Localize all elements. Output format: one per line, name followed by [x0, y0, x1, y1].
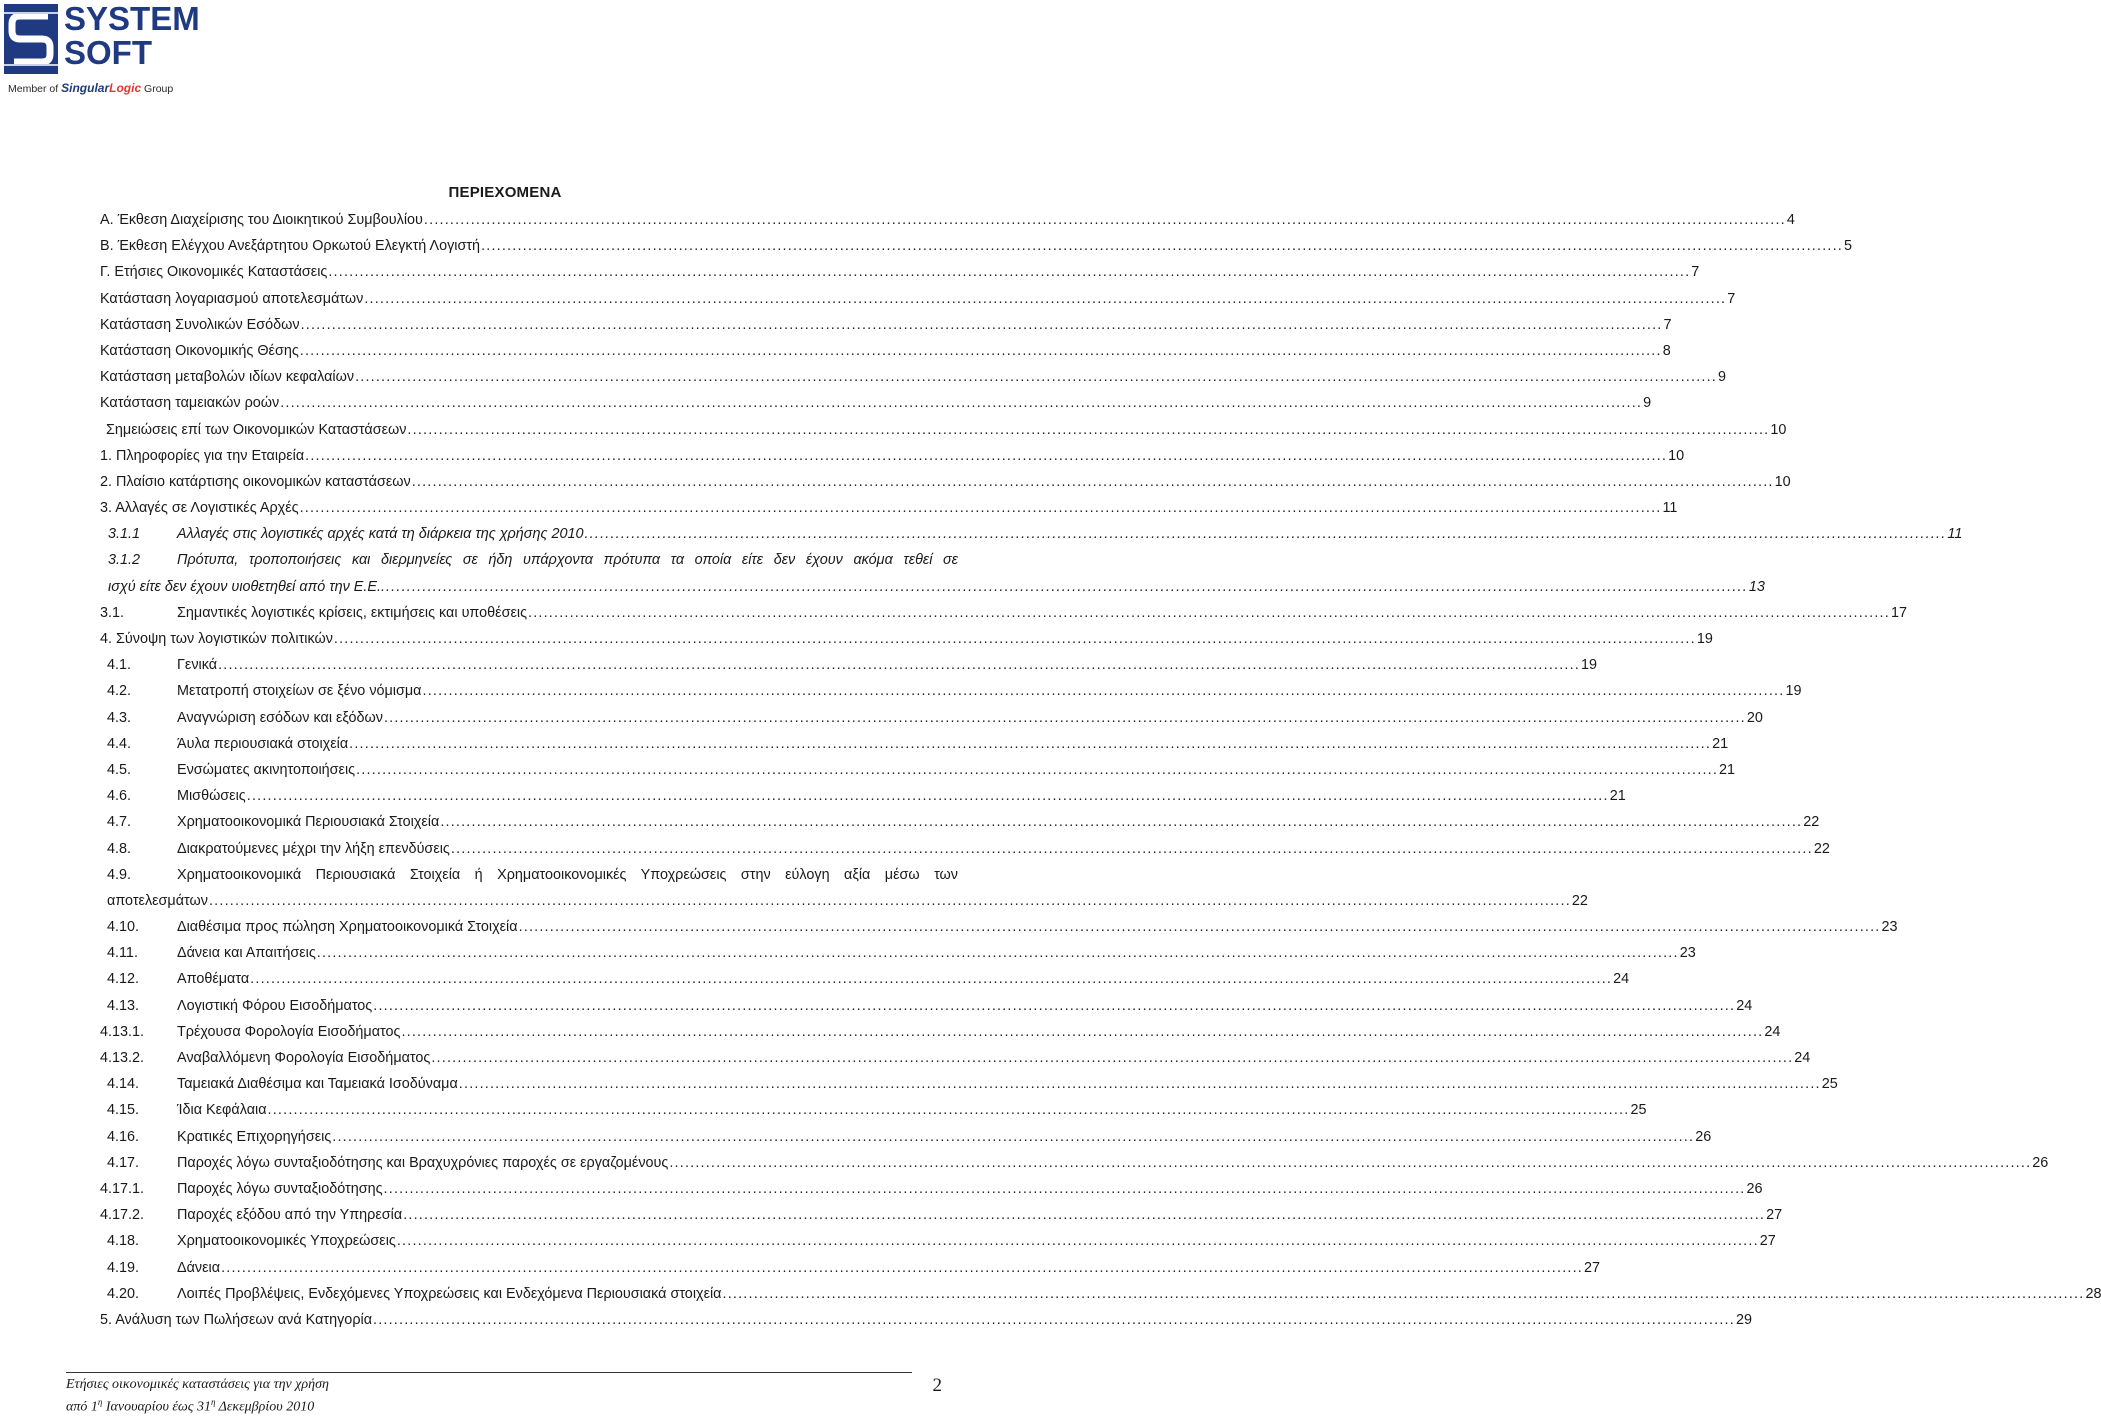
- toc-entry-page: 7: [1691, 264, 1700, 281]
- toc-entry-text: Διαθέσιμα προς πώληση Χρηματοοικονομικά Στοιχεία: [177, 919, 518, 936]
- toc-entry-page: 22: [1571, 892, 1588, 909]
- toc-entry[interactable]: [100, 788, 1626, 814]
- toc-dot-leader: [407, 422, 1769, 438]
- toc-dot-leader: [397, 1233, 1759, 1249]
- toc-entry-page: 27: [1759, 1233, 1776, 1250]
- logo-group: Group: [144, 83, 174, 95]
- toc-entry-page: 5: [1844, 238, 1853, 255]
- toc-entry-page: 8: [1662, 342, 1671, 359]
- toc-entry-page: 26: [2032, 1154, 2049, 1171]
- footer-line-2-part-b: Ιανουαρίου έως 31: [102, 1399, 211, 1415]
- toc-dot-leader: [301, 317, 1663, 333]
- footer-line-2-part-a: από 1: [66, 1399, 98, 1415]
- toc-entry-number: 4.16.: [107, 1128, 140, 1145]
- toc-entry[interactable]: [100, 997, 1753, 1024]
- toc-entry-text-continued: αποτελεσμάτων: [107, 892, 208, 909]
- toc-entry-text: Κρατικές Επιχορηγήσεις: [177, 1128, 332, 1145]
- toc-entry[interactable]: [100, 552, 1765, 604]
- toc-entry[interactable]: [100, 945, 1696, 971]
- toc-dot-leader: [317, 945, 1679, 961]
- toc-dot-leader: [584, 526, 1946, 542]
- toc-entry-page: 23: [1679, 945, 1696, 962]
- logo-text-soft: SOFT: [64, 34, 152, 71]
- toc-dot-leader: [364, 291, 1726, 307]
- toc-entry-number: 4.13.: [107, 997, 140, 1014]
- toc-entry-page: 9: [1718, 369, 1727, 386]
- toc-entry-number: 3.1.: [100, 604, 125, 621]
- toc-dot-leader: [459, 1076, 1821, 1092]
- toc-entry-page: 27: [1766, 1207, 1783, 1224]
- toc-entry[interactable]: [100, 657, 1598, 683]
- toc-entry[interactable]: [100, 473, 1791, 500]
- toc-entry-number: 4.13.1.: [100, 1023, 145, 1040]
- toc-entry-page: 24: [1764, 1023, 1781, 1040]
- toc-entry-text: Κατάσταση ταμειακών ροών: [100, 395, 280, 412]
- toc-entry-text: Αναβαλλόμενη Φορολογία Εισοδήματος: [177, 1050, 431, 1066]
- toc-dot-leader: [209, 893, 1571, 909]
- toc-entry[interactable]: [100, 421, 1787, 448]
- toc-entry-number: 3.1.2: [108, 552, 141, 569]
- toc-dot-leader: [723, 1286, 2085, 1302]
- toc-entry[interactable]: [100, 866, 1588, 919]
- toc-entry-page: 24: [1613, 971, 1630, 988]
- toc-entry-text: Αλλαγές στις λογιστικές αρχές κατά τη διάρκεια της χρήσης 2010: [177, 526, 584, 543]
- toc-entry-text: Παροχές εξόδου από την Υπηρεσία: [177, 1207, 403, 1224]
- toc-entry-text: Χρηματοοικονομικές Υποχρεώσεις: [177, 1233, 396, 1250]
- toc-dot-leader: [424, 212, 1786, 228]
- toc-entry-text: Λοιπές Προβλέψεις, Ενδεχόμενες Υποχρεώσεις και Ενδεχόμενα Περιουσιακά στοιχεία: [177, 1285, 722, 1302]
- toc-entry-text: Γ. Ετήσιες Οικονομικές Καταστάσεις: [100, 264, 328, 281]
- toc-entry[interactable]: [100, 1102, 1647, 1128]
- toc-entry-page: 24: [1794, 1050, 1811, 1066]
- logo-member-prefix: Member of: [8, 83, 59, 95]
- toc-entry-text: Άυλα περιουσιακά στοιχεία: [177, 735, 349, 752]
- toc-entry-page: 21: [1719, 761, 1736, 778]
- toc-entry-page: 17: [1890, 604, 1907, 621]
- toc-entry[interactable]: [100, 316, 1672, 343]
- toc-entry-text-continued: ισχύ είτε δεν έχουν υιοθετηθεί από την Ε.Ε..: [108, 578, 385, 595]
- toc-entry[interactable]: [100, 212, 1795, 238]
- toc-entry-page: 10: [1668, 447, 1685, 464]
- toc-entry-page: 21: [1609, 788, 1626, 805]
- toc-entry-number: 4.12.: [107, 971, 140, 988]
- toc-entry-page: 7: [1663, 316, 1672, 333]
- toc-entry-text: Χρηματοοικονομικά Περιουσιακά Στοιχεία ή Χρηματοοικονομικές Υποχρεώσεις στην εύλογη αξία μέσω των: [177, 866, 958, 883]
- toc-entry[interactable]: [100, 1180, 1763, 1207]
- logo-logic: Logic: [109, 81, 142, 95]
- toc-dot-leader: [250, 971, 1612, 987]
- toc-entry[interactable]: [100, 500, 1678, 526]
- toc-entry-page: 11: [1662, 500, 1678, 517]
- toc-dot-leader: [412, 474, 1774, 490]
- toc-entry[interactable]: [100, 1128, 1712, 1155]
- toc-entry[interactable]: [100, 395, 1652, 421]
- footer-line-1: Ετήσιες οικονομικές καταστάσεις για την χρήση: [66, 1377, 329, 1392]
- toc-entry-page: 13: [1748, 578, 1765, 595]
- toc-entry[interactable]: [100, 1311, 1752, 1338]
- toc-entry-page: 28: [2085, 1285, 2101, 1302]
- toc-entry-number: 4.14.: [107, 1076, 140, 1093]
- toc-entry[interactable]: [100, 1285, 2101, 1312]
- toc-entry-page: 23: [1881, 919, 1898, 936]
- toc-dot-leader: [280, 395, 1642, 411]
- toc-entry-number: 4.20.: [107, 1285, 140, 1302]
- toc-entry-page: 22: [1803, 814, 1820, 831]
- toc-dot-leader: [247, 788, 1609, 804]
- toc-entry-text: Ενσώματες ακινητοποιήσεις: [177, 761, 356, 778]
- logo-member-of-line: [8, 81, 173, 95]
- toc-entry-page: 24: [1736, 997, 1753, 1014]
- footer-sup-2: η: [210, 1397, 216, 1407]
- toc-entry-page: 29: [1735, 1311, 1752, 1328]
- toc-dot-leader: [349, 736, 1711, 752]
- toc-entry[interactable]: [100, 290, 1736, 317]
- toc-entry-text: Διακρατούμενες μέχρι την λήξη επενδύσεις: [177, 840, 450, 857]
- toc-entry-text: 4. Σύνοψη των λογιστικών πολιτικών: [100, 631, 333, 647]
- toc-dot-leader: [440, 814, 1802, 830]
- toc-dot-leader: [669, 1155, 2031, 1171]
- toc-entry-number: 4.19.: [107, 1259, 140, 1276]
- footer-line-2: [66, 1397, 314, 1416]
- toc-dot-leader: [528, 605, 1890, 621]
- toc-entry[interactable]: [100, 1076, 1838, 1102]
- toc-entry-page: 9: [1643, 395, 1652, 412]
- toc-dot-leader: [268, 1102, 1630, 1118]
- toc-entry[interactable]: [100, 447, 1685, 474]
- toc-entry-page: 10: [1774, 473, 1791, 490]
- toc-entry-page: 19: [1785, 683, 1802, 700]
- toc-entry-text: 2. Πλαίσιο κατάρτισης οικονομικών καταστάσεων: [100, 473, 411, 490]
- toc-entry-page: 19: [1696, 631, 1713, 647]
- toc-dot-leader: [431, 1050, 1793, 1066]
- toc-entry-text: Ίδια Κεφάλαια: [177, 1102, 267, 1119]
- toc-entry[interactable]: [100, 238, 1853, 264]
- toc-entry[interactable]: [100, 761, 1736, 788]
- toc-entry-text: Πρότυπα, τροποποιήσεις και διερμηνείες σε ήδη υπάρχοντα πρότυπα τα οποία είτε δεν έχουν ακόμα τεθεί σε: [177, 552, 958, 569]
- toc-entry-page: 27: [1584, 1259, 1601, 1276]
- toc-entry-page: 10: [1770, 421, 1787, 438]
- table-of-contents: [100, 212, 2101, 1338]
- toc-entry-number: 4.3.: [107, 709, 132, 726]
- toc-entry[interactable]: [100, 919, 1898, 945]
- toc-entry-number: 4.1.: [107, 657, 132, 674]
- toc-dot-leader: [384, 710, 1746, 726]
- toc-entry-number: 4.18.: [107, 1233, 140, 1250]
- toc-entry[interactable]: [100, 1259, 1601, 1286]
- toc-dot-leader: [401, 1024, 1763, 1040]
- page-number: 2: [932, 1375, 942, 1396]
- toc-entry-text: Σημειώσεις επί των Οικονομικών Καταστάσεων: [106, 421, 407, 438]
- toc-entry-page: 25: [1630, 1102, 1647, 1119]
- toc-entry-text: Αναγνώριση εσόδων και εξόδων: [177, 709, 383, 726]
- toc-entry-number: 4.9.: [107, 866, 132, 883]
- toc-entry-number: 4.10.: [107, 919, 140, 936]
- toc-entry-text: 1. Πληροφορίες για την Εταιρεία: [100, 447, 305, 464]
- toc-entry-page: 4: [1786, 212, 1795, 228]
- toc-entry-text: Λογιστική Φόρου Εισοδήματος: [177, 997, 373, 1014]
- toc-entry-page: 22: [1813, 840, 1830, 857]
- toc-entry-text: Κατάσταση Συνολικών Εσόδων: [100, 316, 300, 333]
- toc-entry-page: 11: [1947, 526, 1963, 543]
- toc-entry-text: Γενικά: [177, 657, 218, 674]
- toc-entry-number: 4.5.: [107, 761, 132, 778]
- toc-dot-leader: [481, 238, 1843, 254]
- toc-entry-number: 3.1.1: [108, 526, 141, 543]
- toc-entry-text: Παροχές λόγω συνταξιοδότησης και Βραχυχρόνιες παροχές σε εργαζομένους: [177, 1154, 669, 1171]
- toc-entry-text: Α. Έκθεση Διαχείρισης του Διοικητικού Συμβουλίου: [100, 212, 423, 228]
- toc-entry[interactable]: [100, 1154, 2049, 1181]
- toc-entry-page: 7: [1727, 290, 1736, 307]
- toc-entry-text: Κατάσταση λογαριασμού αποτελεσμάτων: [100, 290, 364, 307]
- company-logo: [2, 0, 212, 100]
- logo-singular: Singular: [61, 81, 110, 95]
- toc-dot-leader: [300, 500, 1662, 516]
- toc-entry-number: 4.7.: [107, 814, 132, 831]
- toc-dot-leader: [519, 919, 1881, 935]
- toc-entry-page: 20: [1746, 709, 1763, 726]
- toc-dot-leader: [384, 1181, 1746, 1197]
- toc-dot-leader: [403, 1207, 1765, 1223]
- toc-entry[interactable]: [100, 1023, 1781, 1050]
- toc-entry-text: Δάνεια: [177, 1259, 221, 1276]
- toc-entry-text: Τρέχουσα Φορολογία Εισοδήματος: [177, 1023, 401, 1040]
- toc-dot-leader: [328, 264, 1690, 280]
- logo-text-system: SYSTEM: [64, 0, 200, 37]
- toc-dot-leader: [334, 631, 1696, 647]
- footer-line-2-part-c: Δεκεμβρίου 2010: [215, 1399, 315, 1415]
- toc-entry[interactable]: [100, 369, 1727, 395]
- footer-sup-1: η: [97, 1397, 103, 1407]
- toc-entry[interactable]: [100, 1050, 1811, 1076]
- toc-entry[interactable]: [100, 683, 1802, 709]
- toc-dot-leader: [355, 369, 1717, 385]
- toc-dot-leader: [373, 998, 1735, 1014]
- toc-entry-text: Μετατροπή στοιχείων σε ξένο νόμισμα: [177, 683, 422, 700]
- toc-dot-leader: [305, 448, 1667, 464]
- toc-entry-text: Κατάσταση μεταβολών ιδίων κεφαλαίων: [100, 369, 355, 386]
- system-soft-logo-mark: [4, 4, 58, 74]
- toc-entry-number: 4.8.: [107, 840, 132, 857]
- toc-entry[interactable]: [100, 342, 1671, 369]
- toc-title: ΠΕΡΙΕΧΟΜΕΝΑ: [448, 184, 562, 201]
- toc-entry[interactable]: [100, 264, 1700, 290]
- toc-entry-number: 4.17.: [107, 1154, 140, 1171]
- toc-entry-text: 5. Ανάλυση των Πωλήσεων ανά Κατηγορία: [100, 1311, 373, 1328]
- toc-entry[interactable]: [100, 840, 1830, 867]
- toc-entry-text: 3. Αλλαγές σε Λογιστικές Αρχές: [100, 500, 299, 517]
- toc-entry-text: Χρηματοοικονομικά Περιουσιακά Στοιχεία: [177, 814, 440, 831]
- toc-entry[interactable]: [100, 814, 1820, 840]
- toc-entry-page: 19: [1581, 657, 1598, 674]
- toc-entry[interactable]: [100, 526, 1963, 552]
- toc-entry-number: 4.15.: [107, 1102, 140, 1119]
- toc-entry-number: 4.17.2.: [100, 1207, 145, 1224]
- toc-entry-number: 4.6.: [107, 788, 132, 805]
- toc-dot-leader: [423, 683, 1785, 699]
- toc-entry[interactable]: [100, 1207, 1783, 1233]
- toc-dot-leader: [300, 343, 1662, 359]
- toc-dot-leader: [451, 841, 1813, 857]
- toc-entry-text: Δάνεια και Απαιτήσεις: [177, 945, 316, 962]
- toc-dot-leader: [332, 1129, 1694, 1145]
- toc-entry-text: Β. Έκθεση Ελέγχου Ανεξάρτητου Ορκωτού Ελεγκτή Λογιστή: [100, 238, 481, 255]
- toc-dot-leader: [221, 1260, 1583, 1276]
- toc-entry-page: 21: [1712, 735, 1729, 752]
- toc-entry[interactable]: [100, 709, 1763, 736]
- toc-entry-text: Ταμειακά Διαθέσιμα και Ταμειακά Ισοδύναμα: [177, 1076, 458, 1093]
- toc-entry-number: 4.17.1.: [100, 1180, 145, 1197]
- toc-entry-text: Σημαντικές λογιστικές κρίσεις, εκτιμήσεις και υποθέσεις: [177, 604, 528, 621]
- toc-entry[interactable]: [100, 604, 1907, 631]
- footer-divider: [66, 1372, 912, 1373]
- toc-entry[interactable]: [100, 735, 1729, 762]
- toc-entry-text: Παροχές λόγω συνταξιοδότησης: [177, 1180, 383, 1197]
- toc-dot-leader: [373, 1312, 1735, 1328]
- toc-entry[interactable]: [100, 1233, 1776, 1259]
- toc-entry-text: Αποθέματα: [177, 971, 250, 988]
- toc-entry[interactable]: [100, 631, 1713, 657]
- toc-entry-number: 4.4.: [107, 735, 132, 752]
- toc-entry-text: Κατάσταση Οικονομικής Θέσης: [100, 342, 299, 359]
- toc-dot-leader: [356, 762, 1718, 778]
- toc-entry-number: 4.13.2.: [100, 1050, 145, 1066]
- toc-dot-leader: [218, 657, 1580, 673]
- toc-entry-page: 26: [1746, 1180, 1763, 1197]
- toc-entry[interactable]: [100, 971, 1630, 997]
- toc-dot-leader: [386, 579, 1748, 595]
- toc-entry-number: 4.11.: [107, 945, 138, 962]
- toc-entry-number: 4.2.: [107, 683, 132, 700]
- toc-entry-page: 26: [1695, 1128, 1712, 1145]
- toc-entry-page: 25: [1821, 1076, 1838, 1093]
- toc-entry-text: Μισθώσεις: [177, 788, 246, 805]
